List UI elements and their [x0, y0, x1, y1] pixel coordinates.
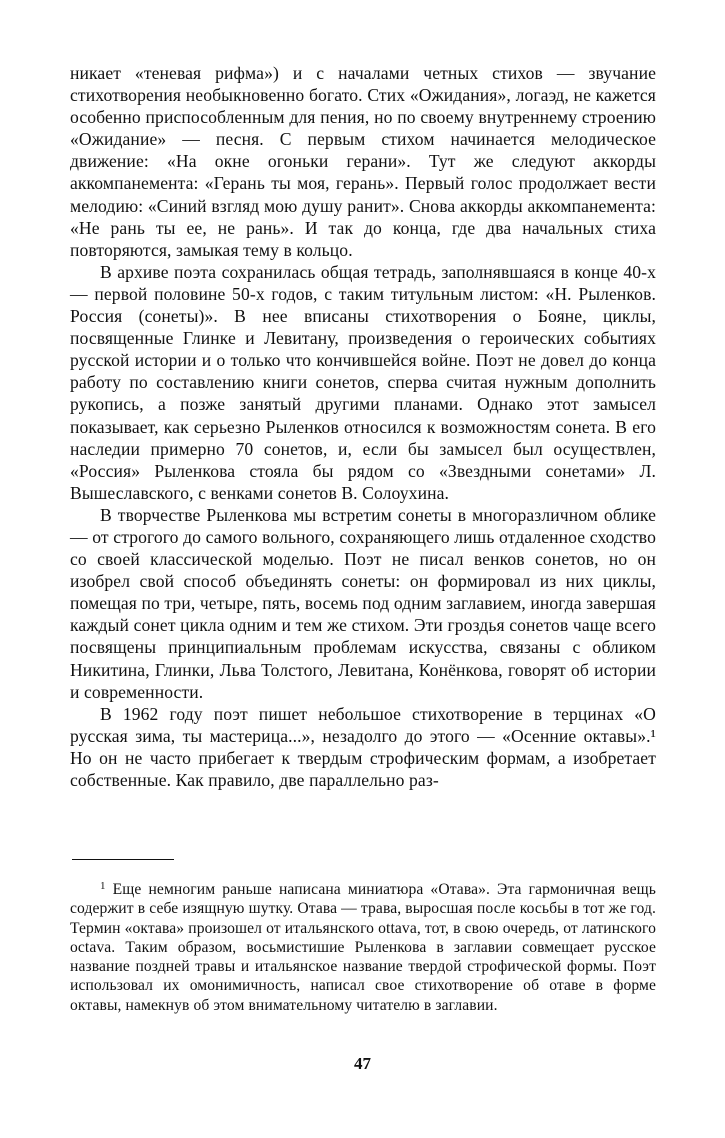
paragraph-continuation: никает «теневая рифма») и с началами четных стихов — звучание стихотворения необыкновенно богато. Стих «Ожидания», логаэд, не кажется особенно приспособленным для пения, но по своему внутреннему строению «Ожидание» — песня. С первым стихом начинается мелодическое движение: «На окне огоньки герани». Тут же следуют аккорды аккомпанемента: «Герань ты моя, герань». Первый голос продолжает вести мелодию: «Синий взгляд мою душу ранит». Снова аккорды аккомпанемента: «Не рань ты ее, не рань». И так до конца, где два начальных стиха повторяются, замыкая тему в кольцо. [70, 63, 656, 260]
footnote [70, 880, 656, 1015]
paragraph-sonnets: В творчестве Рыленкова мы встретим сонеты в многоразличном облике — от строгого до самого вольного, сохраняющего лишь отдаленное сходство со своей классической моделью. Поэт не писал венков сонетов, но он изобрел свой способ объединять сонеты: он формировал из них циклы, помещая по три, четыре, пять, восемь под одним заглавием, иногда завершая каждый сонет цикла одним и тем же стихом. Эти гроздья сонетов чаще всего посвящены принципиальным проблемам искусства, связаны с обликом Никитина, Глинки, Льва Толстого, Левитана, Конёнкова, говорят об истории и современности. [70, 504, 656, 702]
main-text [70, 62, 656, 791]
footnote-mark: 1 [100, 880, 106, 892]
paragraph-1962: В 1962 году поэт пишет небольшое стихотворение в терцинах «О русская зима, ты мастерица...», незадолго до этого — «Осенние октавы».¹ Но он не часто прибегает к твердым строфическим формам, а изобретает собственные. Как правило, две параллельно раз- [70, 703, 656, 790]
footnote-separator [72, 859, 174, 860]
footnote-text: Еще немногим раньше написана миниатюра «Отава». Эта гармоничная вещь содержит в себе изящную шутку. Отава — трава, выросшая после косьбы в тот же год. Термин «октава» произошел от итальянского ottava, тот, в свою очередь, от латинского octava. Таким образом, восьмистишие Рыленкова в заглавии совмещает русское название поздней травы и итальянское название твердой строфической формы. Поэт использовал их омонимичность, написал свое стихотворение об отаве в форме октавы, намекнув об этом внимательному читателю в заглавии. [70, 881, 657, 1014]
page-number: 47 [354, 1054, 371, 1073]
paragraph-archive: В архиве поэта сохранилась общая тетрадь, заполнявшаяся в конце 40-х — первой половине 50-х годов, с таким титульным листом: «Н. Рыленков. Россия (сонеты)». В нее вписаны стихотворения о Бояне, циклы, посвященные Глинке и Левитану, произведения о героических событиях русской истории и о только что кончившейся войне. Поэт не довел до конца работу по составлению книги сонетов, сперва считая нужным дополнить рукопись, а позже занятый другими планами. Однако этот замысел показывает, как серьезно Рыленков относился к возможностям сонета. В его наследии примерно 70 сонетов, и, если бы замысел был осуществлен, «Россия» Рыленкова стояла бы рядом со «Звездными сонетами» Л. Вышеславского, с венками сонетов В. Солоухина. [70, 261, 656, 503]
